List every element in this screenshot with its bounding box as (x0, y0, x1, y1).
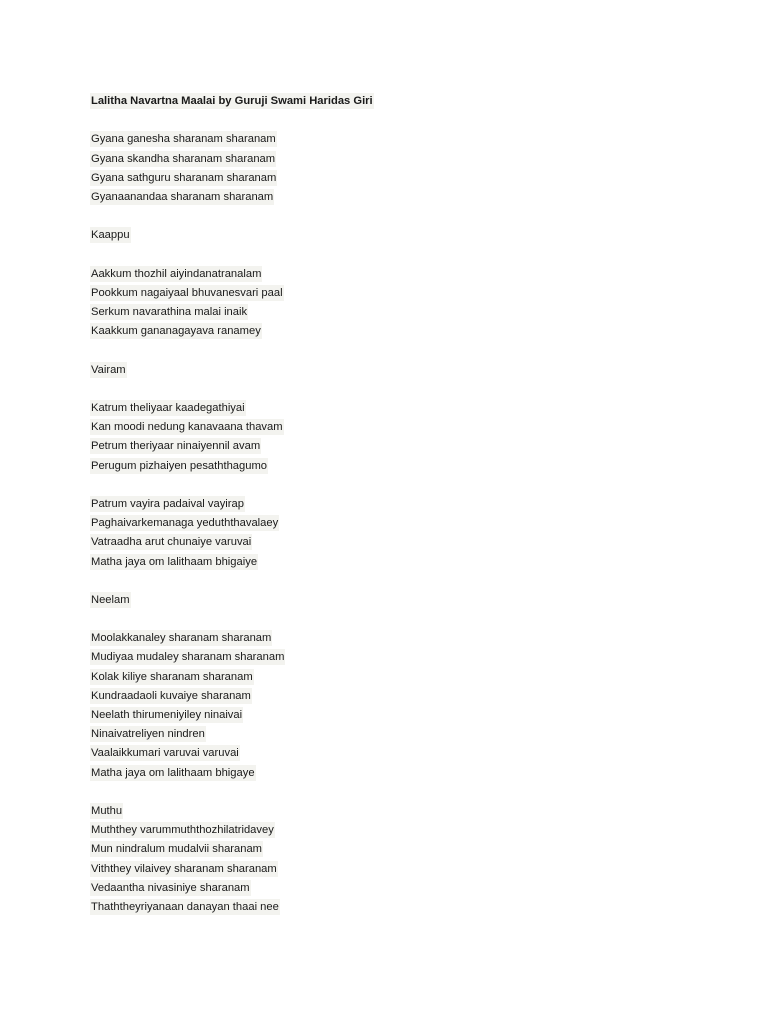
verse-line-text: Vatraadha arut chunaiye varuvai (91, 536, 252, 549)
blank-line (90, 380, 690, 399)
verse-line (90, 437, 690, 456)
verse-line (90, 150, 690, 169)
blank-line (90, 476, 690, 495)
section-heading (90, 802, 690, 821)
title-text: Lalitha Navartna Maalai by Guruji Swami Haridas Giri (91, 95, 373, 108)
document-title (90, 92, 690, 111)
verse-line (90, 265, 690, 284)
section-heading-text: Muthu (91, 804, 123, 817)
section-heading (90, 361, 690, 380)
verse-line (90, 284, 690, 303)
blank-line (90, 572, 690, 591)
verse-line-text: Petrum theriyaar ninaiyennil avam (91, 440, 261, 453)
verse-line-text: Kolak kiliye sharanam sharanam (91, 670, 253, 683)
verse-line-text: Gyanaanandaa sharanam sharanam (91, 190, 274, 203)
verse-line-text: Katrum theliyaar kaadegathiyai (91, 402, 245, 415)
verse-line (90, 821, 690, 840)
verse-line-text: Aakkum thozhil aiyindanatranalam (91, 267, 262, 280)
verse-line-text: Mudiyaa mudaley sharanam sharanam (91, 651, 285, 664)
verses (90, 111, 690, 917)
section-heading (90, 591, 690, 610)
blank-line (90, 207, 690, 226)
verse-line (90, 668, 690, 687)
blank-line (90, 111, 690, 130)
verse-line (90, 879, 690, 898)
verse-line (90, 764, 690, 783)
verse-line-text: Kan moodi nedung kanavaana thavam (91, 421, 283, 434)
verse-line-text: Neelath thirumeniyiley ninaivai (91, 709, 243, 722)
section-heading-text: Neelam (91, 593, 130, 606)
verse-line (90, 303, 690, 322)
verse-line (90, 860, 690, 879)
verse-line (90, 706, 690, 725)
verse-line-text: Gyana ganesha sharanam sharanam (91, 133, 276, 146)
verse-line (90, 725, 690, 744)
verse-line-text: Matha jaya om lalithaam bhigaiye (91, 555, 258, 568)
verse-line (90, 399, 690, 418)
verse-line-text: Vedaantha nivasiniye sharanam (91, 881, 250, 894)
verse-line-text: Thaththeyriyanaan danayan thaai nee (91, 900, 279, 913)
verse-line (90, 169, 690, 188)
verse-line-text: Moolakkanaley sharanam sharanam (91, 632, 272, 645)
verse-line-text: Pookkum nagaiyaal bhuvanesvari paal (91, 286, 283, 299)
verse-line-text: Gyana sathguru sharanam sharanam (91, 171, 277, 184)
verse-line-text: Patrum vayira padaival vayirap (91, 497, 244, 510)
verse-line (90, 687, 690, 706)
verse-line (90, 418, 690, 437)
verse-line (90, 457, 690, 476)
verse-line-text: Mun nindralum mudalvii sharanam (91, 843, 262, 856)
section-heading-text: Kaappu (91, 229, 130, 242)
verse-line (90, 898, 690, 917)
verse-line (90, 648, 690, 667)
verse-line-text: Muththey varummuththozhilatridavey (91, 824, 274, 837)
verse-line-text: Perugum pizhaiyen pesaththagumo (91, 459, 268, 472)
section-heading-text: Vairam (91, 363, 126, 376)
verse-line (90, 322, 690, 341)
blank-line (90, 341, 690, 360)
document-page (90, 92, 690, 917)
verse-line (90, 514, 690, 533)
verse-line (90, 495, 690, 514)
verse-line (90, 840, 690, 859)
verse-line-text: Kaakkum gananagayava ranamey (91, 325, 261, 338)
verse-line-text: Matha jaya om lalithaam bhigaye (91, 766, 255, 779)
verse-line (90, 188, 690, 207)
verse-line-text: Viththey vilaivey sharanam sharanam (91, 862, 277, 875)
verse-line-text: Gyana skandha sharanam sharanam (91, 152, 276, 165)
verse-line (90, 744, 690, 763)
blank-line (90, 246, 690, 265)
verse-line-text: Kundraadaoli kuvaiye sharanam (91, 689, 251, 702)
verse-line-text: Serkum navarathina malai inaik (91, 306, 248, 319)
verse-line (90, 130, 690, 149)
verse-line-text: Ninaivatreliyen nindren (91, 728, 205, 741)
verse-line (90, 629, 690, 648)
verse-line-text: Paghaivarkemanaga yeduththavalaey (91, 517, 279, 530)
blank-line (90, 610, 690, 629)
verse-line (90, 533, 690, 552)
section-heading (90, 226, 690, 245)
verse-line (90, 553, 690, 572)
verse-line-text: Vaalaikkumari varuvai varuvai (91, 747, 239, 760)
blank-line (90, 783, 690, 802)
